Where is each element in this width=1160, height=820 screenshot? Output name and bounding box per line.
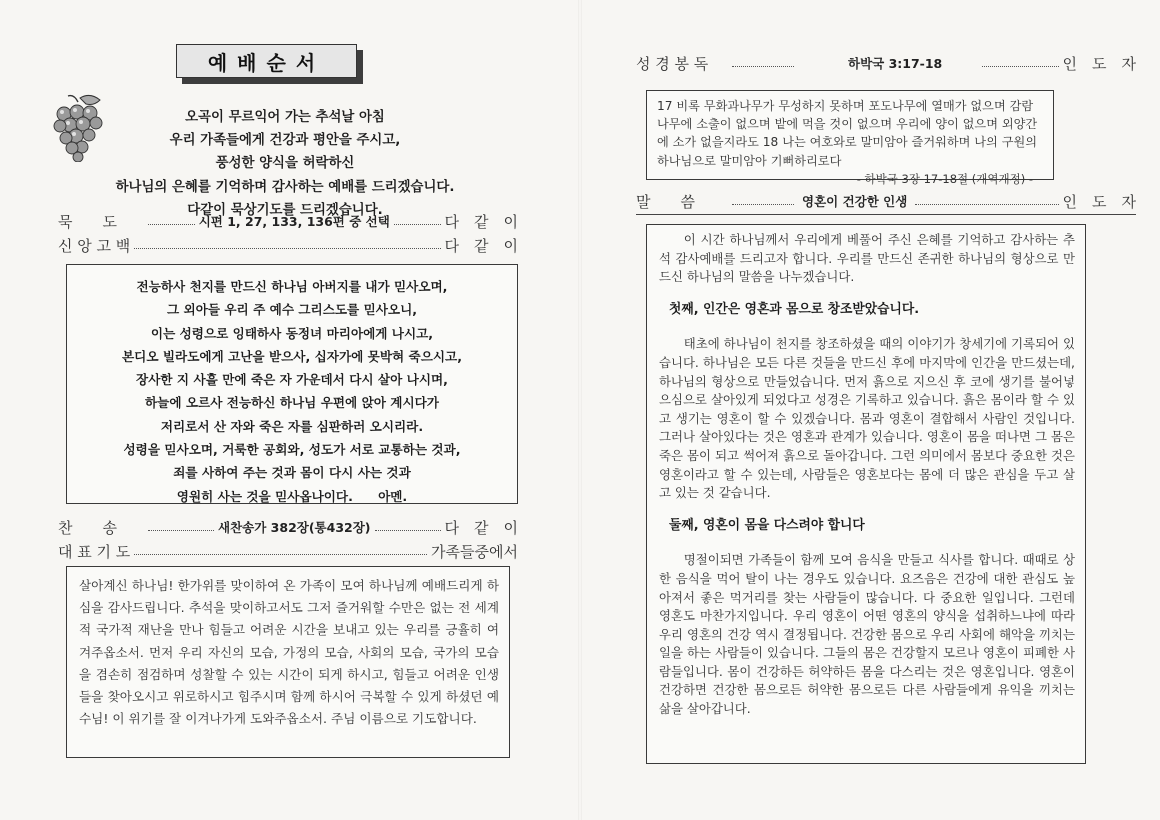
scripture-text: 17 비록 무화과나무가 무성하지 못하며 포도나무에 열매가 없으며 감람나무에 소출이 없으며 밭에 먹을 것이 없으며 우리에 양이 없으며 외양간에 소가 없을지라도 18 나는 여호와로 말미암아 즐거워하며 나의 구원의 하나님으로 말미암아 기뻐하리로다: [657, 99, 1038, 168]
order-item-sermon: [636, 190, 1136, 212]
intro-line: 오곡이 무르익어 가는 추석날 아침: [185, 110, 385, 125]
sermon-intro: 이 시간 하나님께서 우리에게 베풀어 주신 은혜를 기억하고 감사하는 추석 감사예배를 드리고자 합니다. 우리를 만드신 존귀한 하나님의 형상으로 만드신 하나님의 말씀을 나누겠습니다.: [659, 232, 1075, 285]
title-banner: [176, 44, 363, 84]
creed-line: 영원히 사는 것을 믿사옵나이다. 아멘.: [176, 488, 408, 504]
section-divider: [636, 214, 1136, 215]
order-item-name: 신 앙 고 백: [58, 236, 131, 255]
creed-line: 저리로서 산 자와 죽은 자를 심판하러 오시리라.: [160, 418, 424, 434]
sermon-point-text: 태초에 하나님이 천지를 창조하셨을 때의 이야기가 창세기에 기록되어 있습니다. 하나님은 모든 다른 것들을 만드신 후에 마지막에 인간을 만드셨는데, 하나님의 형상으로 만들었습니다. 먼저 흙으로 지으신 후 코에 생기를 불어넣으심으로 살아있게 되었다고 성경은 기록하고 있습니다. 흙은 몸이라 할 수 있고 생기는 영혼이 할 수 있겠습니다. 몸과 영혼이 결합해서 사람인 것입니다. 그러나 살아있다는 것은 영혼과 관계가 있습니다. 영혼이 몸을 떠나면 그 몸은 죽은 몸이 되고 썩어져 흙으로 돌아갑니다. 그런 의미에서 몸보다 중요한 것은 영혼이라고 할 수 있는데, 사람들은 영혼보다는 몸에 더 많은 관심을 두고 살고 있는 것 같습니다.: [659, 336, 1075, 501]
intro-line: 다같이 묵상기도를 드리겠습니다.: [187, 202, 383, 218]
creed-line: 장사한 지 사흘 만에 죽은 자 가운데서 다시 살아 나시며,: [136, 372, 448, 388]
creed-line: 본디오 빌라도에게 고난을 받으사, 십자가에 못박혀 죽으시고,: [121, 348, 462, 364]
order-item-meditation: [58, 210, 518, 232]
sermon-point-heading: 둘째, 영혼이 몸을 다스려야 합니다: [669, 517, 865, 533]
order-item-leader: 인 도 자: [1062, 54, 1136, 73]
order-item-hymn: [58, 516, 518, 538]
intro-line: 우리 가족들에게 건강과 평안을 주시고,: [169, 133, 401, 149]
order-item-leader: 다 같 이: [444, 236, 518, 255]
creed-line: 성령을 믿사오며, 거룩한 공회와, 성도가 서로 교통하는 것과,: [123, 442, 461, 458]
creed-line: 하늘에 오르사 전능하신 하나님 우편에 앉아 계시다가: [145, 395, 439, 411]
order-item-detail: 새찬송가 382장(통432장): [218, 520, 371, 535]
scripture-source: - 하박국 3장 17-18절 (개역개정) -: [856, 171, 1033, 186]
intro-line: 하나님의 은혜를 기억하며 감사하는 예배를 드리겠습니다.: [115, 179, 455, 195]
order-item-detail: 시편 1, 27, 133, 136편 중 선택: [198, 214, 390, 229]
creed-line: 이는 성령으로 잉태하사 동정녀 마리아에게 나시고,: [150, 325, 434, 341]
order-item-leader: 가족들중에서: [431, 542, 518, 561]
order-item-leader: 다 같 이: [444, 518, 519, 537]
sermon-point-heading: 첫째, 인간은 영혼과 몸으로 창조받았습니다.: [669, 301, 920, 317]
creed-line: 죄를 사하여 주는 것과 몸이 다시 사는 것과: [173, 465, 411, 481]
opening-invitation: [80, 106, 490, 222]
order-item-name: 묵 도: [58, 212, 117, 231]
sermon-box: [646, 224, 1086, 764]
page-title: 예배순서: [176, 44, 357, 78]
order-item-leader: 다 같 이: [444, 212, 519, 231]
order-item-name: 말 씀: [636, 192, 695, 211]
creed-line: 전능하사 천지를 만드신 하나님 아버지를 내가 믿사오며,: [136, 279, 448, 294]
creed-line: 그 외아들 우리 주 예수 그리스도를 믿사오니,: [166, 302, 418, 318]
intro-line: 풍성한 양식을 허락하신: [215, 156, 355, 172]
scripture-box: [646, 90, 1054, 186]
apostles-creed-box: [66, 264, 518, 504]
order-item-creed: [58, 234, 518, 256]
order-item-detail: 영혼이 건강한 인생: [802, 194, 908, 209]
order-item-name: 대 표 기 도: [58, 542, 131, 561]
order-item-leader: 인 도 자: [1062, 192, 1136, 211]
representative-prayer-box: [66, 566, 510, 758]
order-item-name: 성 경 봉 독: [636, 54, 709, 73]
order-item-name: 찬 송: [58, 518, 117, 537]
order-item-detail: 하박국 3:17-18: [848, 56, 943, 71]
order-item-reading: [636, 52, 1136, 74]
sermon-point-text: 명절이되면 가족들이 함께 모여 음식을 만들고 식사를 합니다. 때때로 상한 음식을 먹어 탈이 나는 경우도 있습니다. 요즈음은 건강에 대한 관심도 높아져서 좋은 먹거리를 찾는 사람들이 많습니다. 다 중요한 일입니다. 그런데 영혼도 마찬가지입니다. 우리 영혼이 어떤 영혼의 양식을 섭취하느냐에 따라 우리 영혼의 건강 역시 결정됩니다. 건강한 몸으로 우리 사회에 해악을 끼치는 일을 하는 사람들이 있습니다. 그들의 몸은 건강할지 모르나 영혼이 피폐한 사람들입니다. 몸이 건강하든 허약하든 몸을 다스리는 것은 영혼입니다. 영혼이 건강하면 건강한 몸으로든 허약한 몸으로든 다른 사람들에게 유익을 끼치는 삶을 살아갑니다.: [659, 552, 1075, 717]
prayer-text: 살아계신 하나님! 한가위를 맞이하여 온 가족이 모여 하나님께 예배드리게 하심을 감사드립니다. 추석을 맞이하고서도 그저 즐거워할 수만은 없는 전 세계적 국가적 재난을 만나 힘들고 어려운 시간을 보내고 있는 우리를 긍휼히 여겨주옵소서. 먼저 우리 자신의 모습, 가정의 모습, 사회의 모습, 국가의 모습을 겸손히 점검하며 성찰할 수 있는 시간이 되게 하시고, 힘들고 어려운 인생들을 찾아오시고 위로하시고 힘주시며 함께 하시어 극복할 수 있게 하셨던 예수님! 이 위기를 잘 이겨나가게 도와주옵소서. 주님 이름으로 기도합니다.: [79, 578, 499, 727]
order-item-prayer: [58, 540, 518, 562]
